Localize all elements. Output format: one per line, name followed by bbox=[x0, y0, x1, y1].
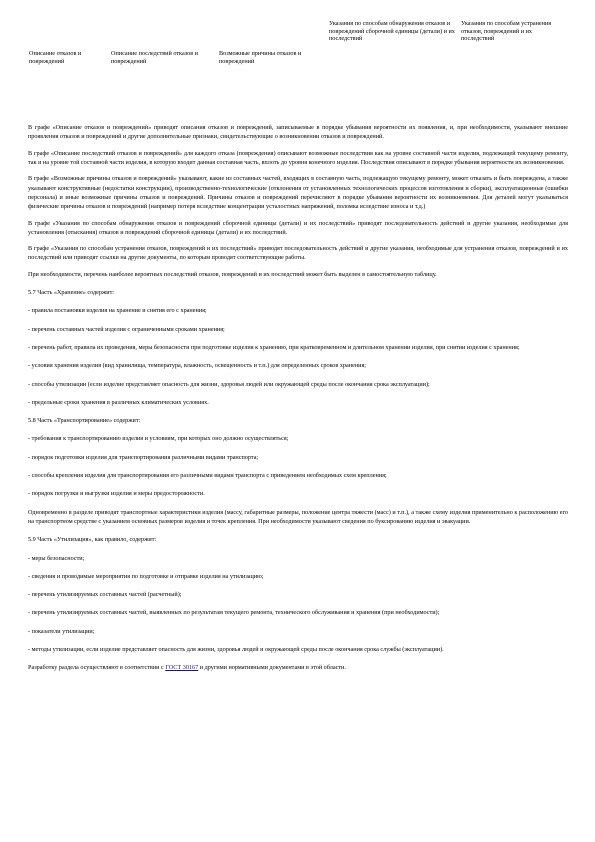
failures-table-header bbox=[28, 20, 568, 65]
list-item: - показатели утилизации; bbox=[28, 627, 95, 635]
list-item: - перечень утилизируемых составных частей, выявленных по результатам текущего ремонта, технического обслуживания и хранения (при необходимости); bbox=[28, 609, 440, 617]
list-item: - порядок подготовки изделия для транспортирования различными видами транспорта; bbox=[28, 453, 259, 461]
list-item: - методы утилизации, если изделие представляет опасность для жизни, здоровья людей и окружающей среды после окончания срока службы (эксплуатации). bbox=[28, 645, 444, 653]
section-5-9-heading: 5.9 Часть «Утилизация», как правило, содержит: bbox=[28, 536, 157, 544]
final-text-after: и другими нормативными документами в этой области. bbox=[198, 664, 346, 672]
document-body bbox=[28, 123, 568, 672]
list-item: - перечень составных частей изделия с ограниченными сроками хранения; bbox=[28, 325, 225, 333]
paragraph-failure-description: В графе «Описание отказов и повреждений» приводят описания отказов и повреждений, записываемые в порядке убывания вероятности их появления, и, при необходимости, указывают внешние проявления отказов и повреждений и другие дополнительные признаки, свидетельствующие о возникновении отказов и повреждений. bbox=[28, 124, 568, 141]
column-header-consequences: Описание последствий отказов и повреждений bbox=[111, 50, 198, 65]
list-item: - перечень утилизируемых составных частей (расчетный); bbox=[28, 591, 182, 599]
gost-30167-link[interactable]: ГОСТ 30167 bbox=[165, 664, 199, 672]
column-header-detection-methods: Указания по способам обнаружения отказов и повреждений сборочной единицы (детали) и их последствий bbox=[329, 20, 455, 43]
list-item: - меры безопасности; bbox=[28, 554, 85, 562]
list-item: - требования к транспортированию изделия и условиям, при которых оно должно осуществляться; bbox=[28, 435, 289, 443]
list-item: - предельные сроки хранения в различных климатических условиях. bbox=[28, 398, 209, 406]
list-item: - сведения и проводимые мероприятия по подготовке и отправке изделия на утилизацию; bbox=[28, 572, 264, 580]
column-header-failure-description: Описание отказов и повреждений bbox=[29, 50, 82, 65]
paragraph-possible-causes: В графе «Возможные причины отказов и повреждений» указывают, какие из составных частей, входящих в составную часть, подлежащую текущему ремонту, может отказать и быть повреждена, а также указывают конструктивные (недостатки конструкции), производственно-технологические (отклонения от установленных технологических процессов изготовления и сборки), эксплуатационные (ошибки персонала) и иные возможные причины отказов и повреждений. Причины отказов и повреждений перечисляют в порядке убывания вероятности их возникновения. Для деталей могут указываться физические причины отказов и повреждений (например потеря вследствие концентрации усталостных напряжений, поломка вследствие износа и т.д.) bbox=[28, 175, 568, 211]
document-page bbox=[28, 20, 568, 680]
column-header-possible-causes: Возможные причины отказов и повреждений bbox=[219, 50, 302, 65]
list-item: - способы крепления изделия для транспортирования его различными видами транспорта с приведением необходимых схем крепления; bbox=[28, 472, 387, 480]
paragraph-final bbox=[28, 663, 568, 672]
column-header-elimination-methods: Указания по способам устранения отказов, повреждений и их последствий bbox=[461, 20, 552, 43]
section-5-7-heading: 5.7 Часть «Хранение» содержит: bbox=[28, 289, 114, 297]
final-text-before: Разработку раздела осуществляют в соответствии с bbox=[28, 664, 166, 672]
section-5-8-heading: 5.8 Часть «Транспортирование» содержит: bbox=[28, 417, 141, 425]
paragraph-consequences: В графе «Описание последствий отказов и повреждений» для каждого отказа (повреждения) описывают возможные последствия как на уровне составной части изделия, подлежащей текущему ремонту, так и на уровне той составной части изделия, в которую входит данная составная часть, вплоть до уровня конечного изделия. Последствия описывают в порядке убывания вероятности их возникновения. bbox=[28, 149, 568, 167]
list-item: - условия хранения изделия (вид хранилища, температура, влажность, освещенность и т.п.) для определенных сроков хранения; bbox=[28, 362, 367, 370]
list-item: - правила постановки изделия на хранение и снятия его с хранения; bbox=[28, 307, 207, 315]
paragraph-separate-table: При необходимости, перечень наиболее вероятных последствий отказов, повреждений и их последствий может быть выделен в самостоятельную таблицу. bbox=[28, 270, 437, 278]
list-item: - способы утилизации (если изделие представляет опасность для жизни, здоровья людей или окружающей среды после окончания срока эксплуатации); bbox=[28, 380, 430, 388]
paragraph-elimination: В графе «Указания по способам устранения отказов, повреждений и их последствий» приводят последовательность действий и другие указания, необходимые для устранения отказов, повреждений и их последствий или приводят ссылки на другие документы, по которым проводят соответствующие работы. bbox=[28, 245, 568, 262]
paragraph-detection: В графе «Указания по способам обнаружения отказов и повреждений сборочной единицы (детали) и их последствий» приводят последовательность действий и другие указания, необходимые для установления (отыскания) отказов и повреждений сборочной единицы (детали) и их последствий. bbox=[28, 219, 568, 236]
list-item: - перечень работ, правила их проведения, меры безопасности при подготовке изделия к хранению, при кратковременном и длительном хранении изделия, при снятии изделия с хранения; bbox=[28, 343, 520, 351]
paragraph-transport-characteristics: Одновременно в разделе приводят транспортные характеристики изделия (массу, габаритные размеры, положение центра тяжести (масс) и т.п.), а также схему изделия применительно к расположению его на транспортном средстве с указанием основных размеров изделия и точек крепления. При необходимости указывают сведения по буксированию изделия и эвакуации. bbox=[28, 508, 568, 525]
list-item: - порядок погрузки и выгрузки изделия и меры предосторожности. bbox=[28, 490, 205, 498]
